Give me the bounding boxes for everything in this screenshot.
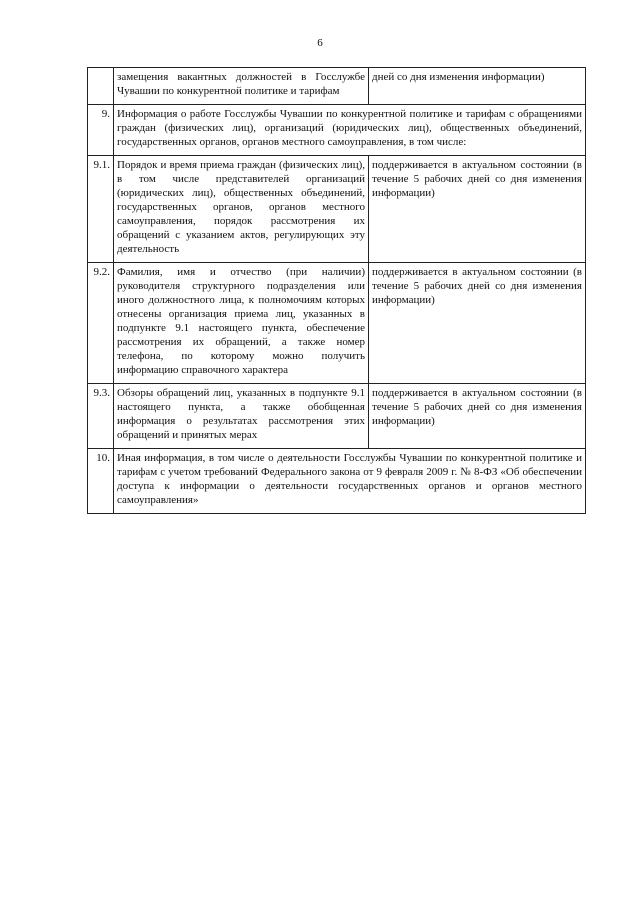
item-update-term: дней со дня изменения информации) [369, 68, 586, 105]
item-update-term: поддерживается в актуальном состоянии (в течение 5 рабочих дней со дня изменения информации) [369, 263, 586, 384]
table-row [88, 449, 586, 514]
item-description: замещения вакантных должностей в Госслужбе Чувашии по конкурентной политике и тарифам [114, 68, 369, 105]
item-number: 10. [88, 449, 114, 514]
page-number: 6 [317, 37, 323, 49]
table-row [88, 156, 586, 263]
item-number: 9.1. [88, 156, 114, 263]
item-description: Порядок и время приема граждан (физических лиц), в том числе представителей организаций (юридических лиц), общественных объединений, государственных органов, органов местного самоуправления, порядок рассмотрения их обращений с указанием актов, регулирующих эту деятельность [114, 156, 369, 263]
item-number: 9.2. [88, 263, 114, 384]
table-row [88, 68, 586, 105]
item-number [88, 68, 114, 105]
item-update-term: поддерживается в актуальном состоянии (в течение 5 рабочих дней со дня изменения информации) [369, 384, 586, 449]
table-row [88, 384, 586, 449]
item-update-term: поддерживается в актуальном состоянии (в течение 5 рабочих дней со дня изменения информации) [369, 156, 586, 263]
table-row [88, 105, 586, 156]
item-description: Фамилия, имя и отчество (при наличии) руководителя структурного подразделения или иного должностного лица, к полномочиям которых отнесены организация приема лиц, указанных в подпункте 9.1 настоящего пункта, обеспечение рассмотрения их обращений, а также номер телефона, по которому можно получить информацию справочного характера [114, 263, 369, 384]
item-description: Информация о работе Госслужбы Чувашии по конкурентной политике и тарифам с обращениями граждан (физических лиц), организаций (юридических лиц), общественных объединений, государственных органов, органов местного самоуправления, в том числе: [114, 105, 586, 156]
item-number: 9. [88, 105, 114, 156]
item-description: Иная информация, в том числе о деятельности Госслужбы Чувашии по конкурентной политике и тарифам с учетом требований Федерального закона от 9 февраля 2009 г. № 8-ФЗ «Об обеспечении доступа к информации о деятельности государственных органов и органов местного самоуправления» [114, 449, 586, 514]
item-number: 9.3. [88, 384, 114, 449]
information-table [87, 67, 586, 514]
table-row [88, 263, 586, 384]
item-description: Обзоры обращений лиц, указанных в подпункте 9.1 настоящего пункта, а также обобщенная информация о результатах рассмотрения этих обращений и принятых мерах [114, 384, 369, 449]
